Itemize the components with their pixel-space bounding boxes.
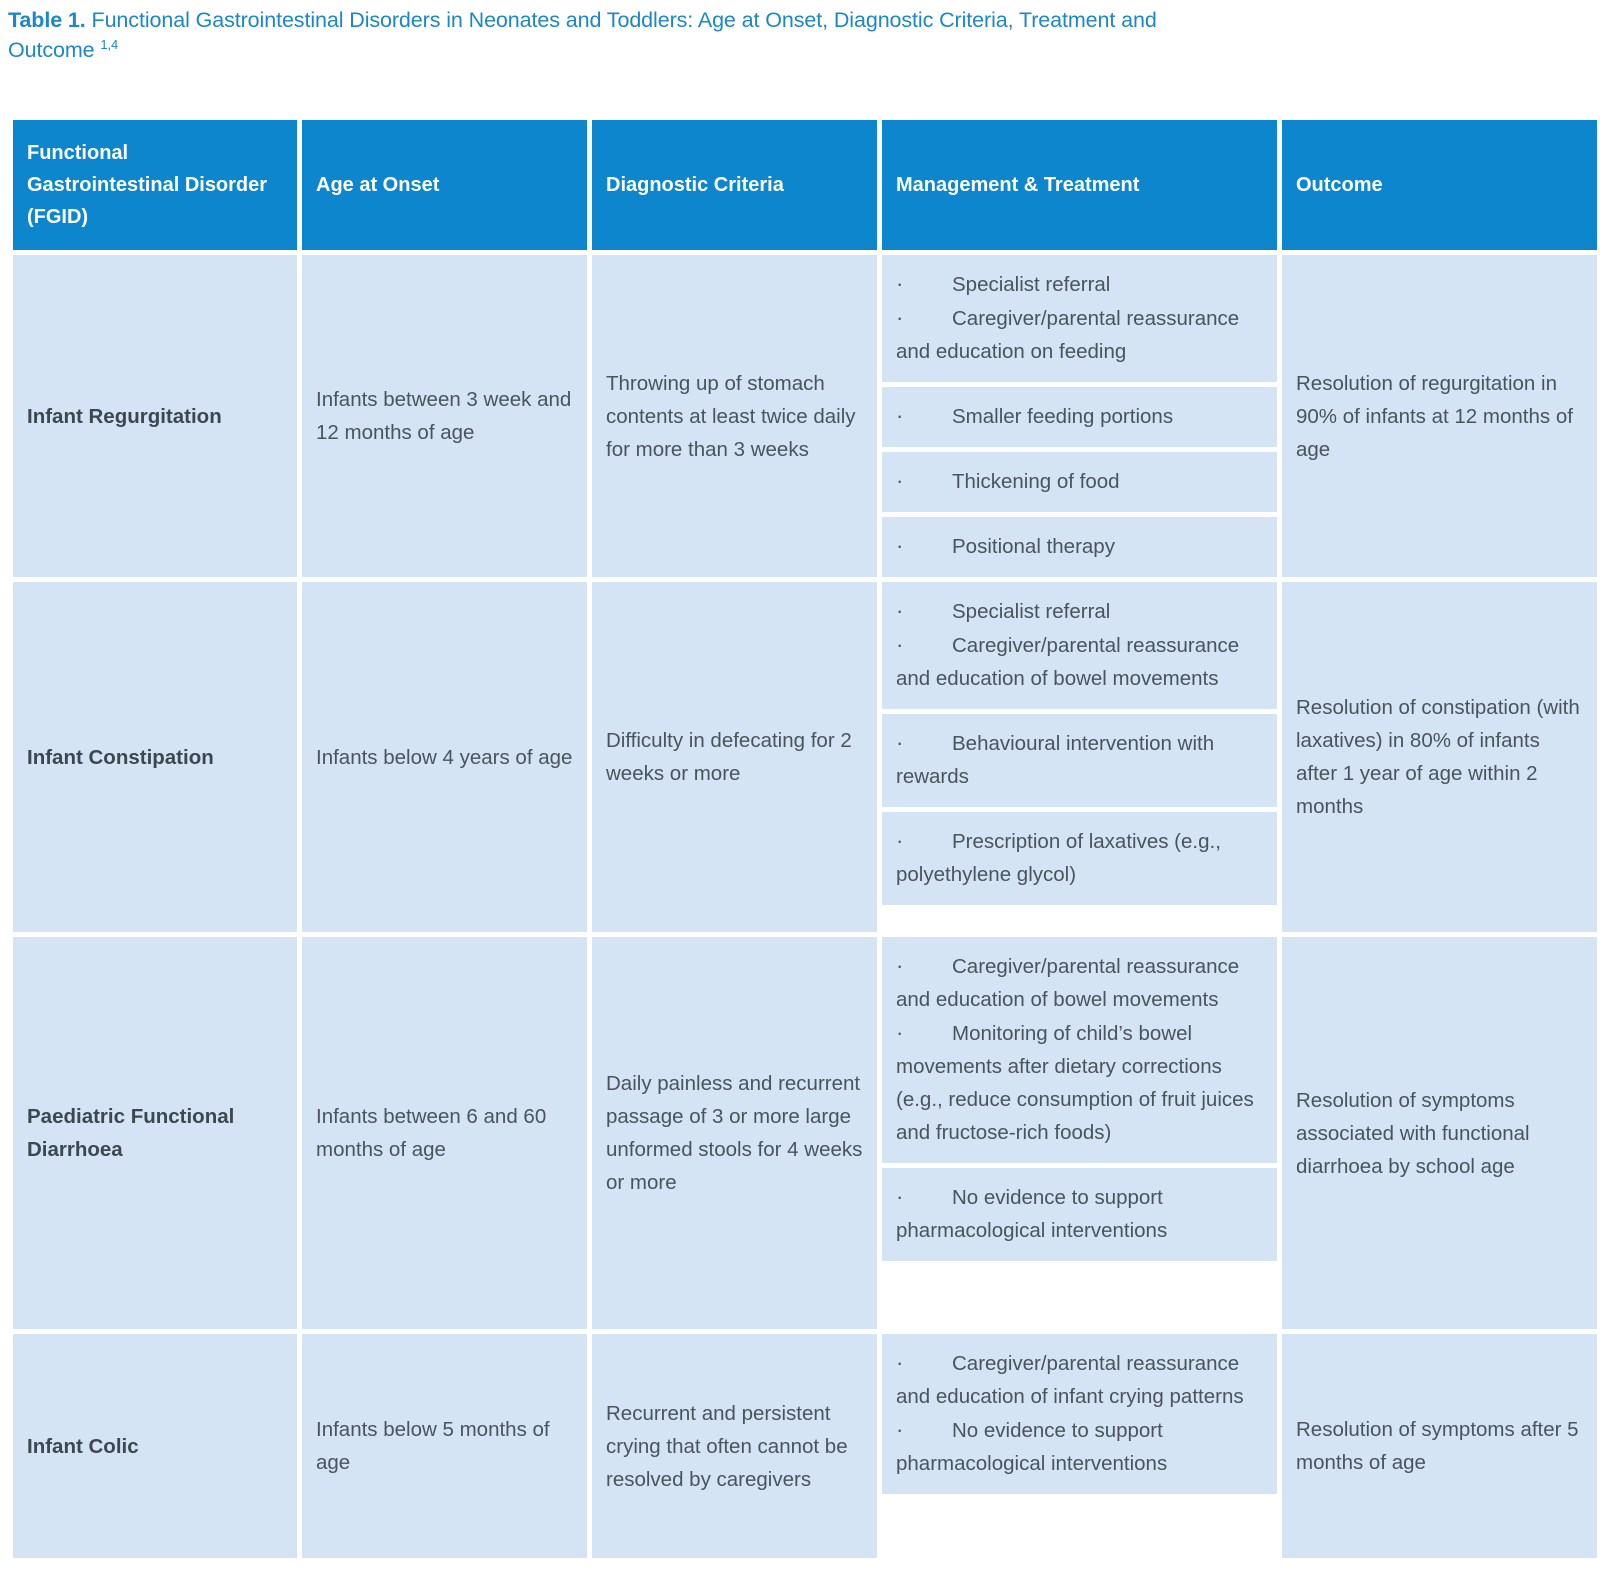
management-group [882,812,1277,905]
table-body [13,255,1597,1558]
column-header-criteria: Diagnostic Criteria [592,120,877,250]
bullet-dot-icon [896,628,952,662]
bullet-item [896,1016,1263,1149]
cell-age-at-onset: Infants below 4 years of age [302,582,587,932]
management-group [882,937,1277,1163]
table-row [13,1334,1597,1558]
cell-outcome: Resolution of constipation (with laxatives) in 80% of infants after 1 year of age within 2 months [1282,582,1597,932]
cell-diagnostic-criteria: Throwing up of stomach contents at least twice daily for more than 3 weeks [592,255,877,577]
management-group [882,517,1277,577]
cell-age-at-onset: Infants between 6 and 60 months of age [302,937,587,1329]
column-header-management: Management & Treatment [882,120,1277,250]
caption-superscript: 1,4 [100,36,119,52]
bullet-item [896,824,1263,891]
management-group-list [882,582,1277,905]
bullet-item [896,726,1263,793]
bullet-dot-icon [896,594,952,628]
bullet-item [896,949,1263,1016]
bullet-item [896,267,1263,301]
management-group [882,387,1277,447]
management-group [882,452,1277,512]
bullet-text: Behavioural intervention with rewards [896,732,1215,788]
management-group [882,255,1277,382]
cell-disorder: Infant Colic [13,1334,297,1558]
table-caption [8,5,1208,65]
bullet-item [896,301,1263,368]
bullet-dot-icon [896,824,952,858]
bullet-dot-icon [896,1346,952,1380]
cell-age-at-onset: Infants between 3 week and 12 months of age [302,255,587,577]
bullet-dot-icon [896,301,952,335]
bullet-text: Specialist referral [952,600,1111,623]
bullet-item [896,1413,1263,1480]
cell-management [882,255,1277,577]
cell-disorder: Infant Regurgitation [13,255,297,577]
bullet-dot-icon [896,267,952,301]
management-group-list [882,937,1277,1261]
bullet-item [896,464,1263,498]
cell-diagnostic-criteria: Difficulty in defecating for 2 weeks or more [592,582,877,932]
bullet-item [896,628,1263,695]
cell-diagnostic-criteria: Recurrent and persistent crying that often cannot be resolved by caregivers [592,1334,877,1558]
bullet-text: Specialist referral [952,273,1111,296]
cell-diagnostic-criteria: Daily painless and recurrent passage of 3 or more large unformed stools for 4 weeks or more [592,937,877,1329]
cell-age-at-onset: Infants below 5 months of age [302,1334,587,1558]
bullet-dot-icon [896,1016,952,1050]
cell-management [882,582,1277,932]
cell-outcome: Resolution of symptoms associated with functional diarrhoea by school age [1282,937,1597,1329]
bullet-dot-icon [896,1180,952,1214]
fgid-table [8,115,1600,1563]
bullet-text: No evidence to support pharmacological interventions [896,1186,1168,1242]
management-group [882,582,1277,709]
column-header-age: Age at Onset [302,120,587,250]
bullet-text: Caregiver/parental reassurance and education on feeding [896,307,1240,363]
bullet-dot-icon [896,464,952,498]
bullet-item [896,529,1263,563]
management-group-list [882,1334,1277,1494]
cell-management [882,937,1277,1329]
table-row [13,582,1597,932]
bullet-text: Caregiver/parental reassurance and education of infant crying patterns [896,1352,1244,1408]
cell-disorder: Infant Constipation [13,582,297,932]
table-row [13,937,1597,1329]
bullet-item [896,1346,1263,1413]
bullet-item [896,399,1263,433]
management-group-list [882,255,1277,577]
header-row [13,120,1597,250]
table-header [13,120,1597,250]
column-header-disorder: Functional Gastrointestinal Disorder (FGID) [13,120,297,250]
cell-outcome: Resolution of symptoms after 5 months of age [1282,1334,1597,1558]
bullet-text: Positional therapy [952,535,1115,558]
column-header-outcome: Outcome [1282,120,1597,250]
bullet-text: Monitoring of child’s bowel movements after dietary corrections (e.g., reduce consumption of fruit juices and fructose-rich foods) [896,1022,1254,1144]
bullet-item [896,1180,1263,1247]
management-group [882,714,1277,807]
bullet-dot-icon [896,529,952,563]
bullet-text: No evidence to support pharmacological interventions [896,1419,1168,1475]
management-group [882,1168,1277,1261]
bullet-item [896,594,1263,628]
cell-outcome: Resolution of regurgitation in 90% of infants at 12 months of age [1282,255,1597,577]
bullet-dot-icon [896,949,952,983]
bullet-text: Caregiver/parental reassurance and education of bowel movements [896,634,1240,690]
bullet-dot-icon [896,726,952,760]
bullet-text: Smaller feeding portions [952,405,1174,428]
management-group [882,1334,1277,1494]
bullet-dot-icon [896,399,952,433]
cell-management [882,1334,1277,1558]
bullet-dot-icon [896,1413,952,1447]
bullet-text: Prescription of laxatives (e.g., polyethylene glycol) [896,830,1221,886]
caption-text: Functional Gastrointestinal Disorders in Neonates and Toddlers: Age at Onset, Diagnostic Criteria, Treatment and Outcome [8,8,1157,62]
cell-disorder: Paediatric Functional Diarrhoea [13,937,297,1329]
caption-label: Table 1. [8,8,86,32]
bullet-text: Caregiver/parental reassurance and education of bowel movements [896,955,1240,1011]
bullet-text: Thickening of food [952,470,1120,493]
table-row [13,255,1597,577]
